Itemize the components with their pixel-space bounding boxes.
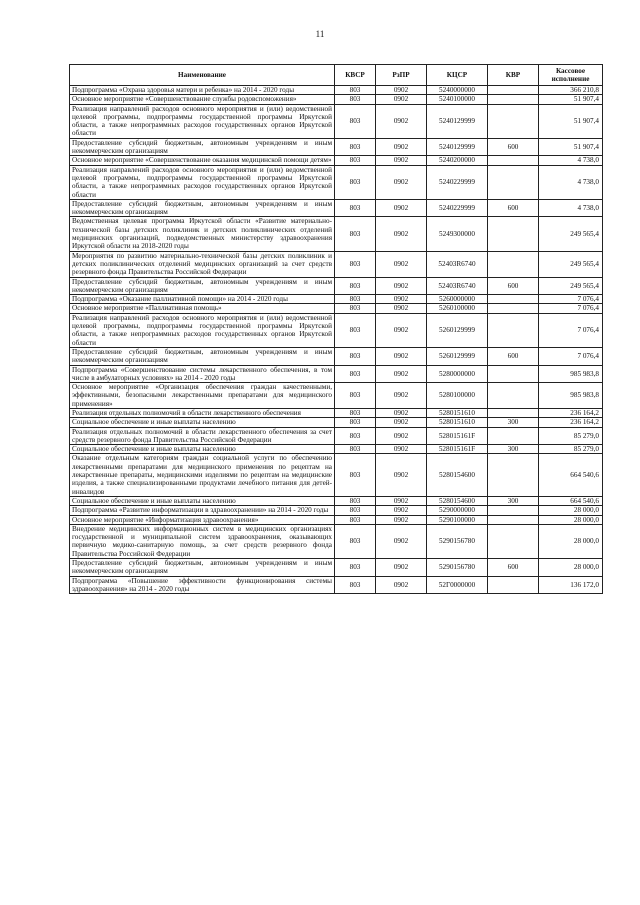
row-name: Реализация направлений расходов основного мероприятия и (или) ведомственной целевой программы, подпрограммы государственной программы Иркутской области, а также непрограммных расходов государственных органов Иркутской области: [70, 165, 335, 199]
row-kvsr: 803: [335, 383, 376, 409]
row-rzpr: 0902: [376, 251, 427, 277]
table-row: [70, 418, 603, 427]
row-amount: 664 540,6: [539, 496, 603, 505]
row-amount: 664 540,6: [539, 454, 603, 496]
table-row: [70, 295, 603, 304]
row-rzpr: 0902: [376, 418, 427, 427]
table-row: [70, 454, 603, 496]
table-row: [70, 156, 603, 165]
row-amount: 249 565,4: [539, 277, 603, 295]
row-name: Подпрограмма «Совершенствование системы лекарственного обеспечения, в том числе в амбулаторных условиях» на 2014 - 2020 годы: [70, 365, 335, 383]
table-row: [70, 365, 603, 383]
table-row: [70, 165, 603, 199]
row-kcsr: 5260100000: [427, 304, 488, 313]
row-kcsr: 5240200000: [427, 156, 488, 165]
row-amount: 249 565,4: [539, 217, 603, 251]
row-rzpr: 0902: [376, 506, 427, 515]
table-row: [70, 95, 603, 104]
row-rzpr: 0902: [376, 104, 427, 138]
row-amount: 236 164,2: [539, 418, 603, 427]
row-name: Ведомственная целевая программа Иркутской области «Развитие материально-технической базы детских поликлиник и детских поликлинических отделений медицинских организаций, подведомственных министерству здравоохранения Иркутской области на 2018-2020 годы: [70, 217, 335, 251]
row-kvr: [488, 251, 539, 277]
row-kvsr: 803: [335, 408, 376, 417]
row-kvsr: 803: [335, 104, 376, 138]
row-kcsr: 52403R6740: [427, 277, 488, 295]
row-kvr: 600: [488, 559, 539, 577]
row-rzpr: 0902: [376, 427, 427, 445]
row-rzpr: 0902: [376, 496, 427, 505]
row-kvsr: 803: [335, 156, 376, 165]
row-kcsr: 5240229999: [427, 165, 488, 199]
row-kcsr: 5249300000: [427, 217, 488, 251]
row-name: Внедрение медицинских информационных систем в медицинских организациях государственной и муниципальной систем здравоохранения, оказывающих первичную медико-санитарную помощь, за счет средств резервного фонда Правительства Российской Федерации: [70, 524, 335, 558]
row-kvr: [488, 86, 539, 95]
row-kvr: 600: [488, 347, 539, 365]
row-kvr: [488, 383, 539, 409]
row-amount: 7 076,4: [539, 313, 603, 347]
row-kcsr: 5280154600: [427, 454, 488, 496]
row-amount: 985 983,8: [539, 365, 603, 383]
row-amount: 51 907,4: [539, 138, 603, 156]
col-header-kcsr: КЦСР: [427, 65, 488, 86]
row-name: Основное мероприятие «Информатизация здравоохранения»: [70, 515, 335, 524]
col-header-kvsr: КВСР: [335, 65, 376, 86]
row-rzpr: 0902: [376, 524, 427, 558]
row-amount: 7 076,4: [539, 347, 603, 365]
row-rzpr: 0902: [376, 408, 427, 417]
row-kvsr: 803: [335, 313, 376, 347]
row-rzpr: 0902: [376, 95, 427, 104]
row-rzpr: 0902: [376, 365, 427, 383]
row-name: Предоставление субсидий бюджетным, автономным учреждениям и иным некоммерческим организациям: [70, 347, 335, 365]
row-kvsr: 803: [335, 138, 376, 156]
row-kvr: [488, 506, 539, 515]
row-kcsr: 5290100000: [427, 515, 488, 524]
table-row: [70, 515, 603, 524]
row-kcsr: 5290156780: [427, 524, 488, 558]
row-name: Оказание отдельным категориям граждан социальной услуги по обеспечению лекарственными препаратами для медицинского применения по рецептам на лекарственные препараты, медицинскими изделиями по рецептам на медицинские изделия, а также специализированными продуктами лечебного питания для детей-инвалидов: [70, 454, 335, 496]
row-kvsr: 803: [335, 515, 376, 524]
row-name: Социальное обеспечение и иные выплаты населению: [70, 496, 335, 505]
row-amount: 28 000,0: [539, 515, 603, 524]
row-kvr: [488, 365, 539, 383]
row-amount: 249 565,4: [539, 251, 603, 277]
row-kcsr: 5290156780: [427, 559, 488, 577]
table-row: [70, 427, 603, 445]
row-kvr: [488, 427, 539, 445]
row-name: Реализация направлений расходов основного мероприятия и (или) ведомственной целевой программы, подпрограммы государственной программы Иркутской области, а также непрограммных расходов государственных органов Иркутской области: [70, 104, 335, 138]
row-rzpr: 0902: [376, 515, 427, 524]
row-name: Основное мероприятие «Паллиативная помощь»: [70, 304, 335, 313]
row-kvsr: 803: [335, 347, 376, 365]
row-kvsr: 803: [335, 165, 376, 199]
row-kvr: [488, 576, 539, 594]
row-kcsr: 52Г0000000: [427, 576, 488, 594]
row-rzpr: 0902: [376, 576, 427, 594]
row-kcsr: 5280000000: [427, 365, 488, 383]
row-rzpr: 0902: [376, 138, 427, 156]
table-row: [70, 86, 603, 95]
row-kcsr: 5260129999: [427, 347, 488, 365]
row-rzpr: 0902: [376, 165, 427, 199]
row-kvr: [488, 524, 539, 558]
row-rzpr: 0902: [376, 445, 427, 454]
row-kcsr: 5280151610: [427, 418, 488, 427]
row-kvr: 600: [488, 199, 539, 217]
row-amount: 51 907,4: [539, 104, 603, 138]
row-kvr: [488, 165, 539, 199]
row-kvsr: 803: [335, 304, 376, 313]
row-rzpr: 0902: [376, 199, 427, 217]
table-row: [70, 104, 603, 138]
row-kcsr: 528015161F: [427, 445, 488, 454]
row-kvsr: 803: [335, 277, 376, 295]
row-kcsr: 5240129999: [427, 104, 488, 138]
table-row: [70, 304, 603, 313]
row-amount: 4 738,0: [539, 156, 603, 165]
row-amount: 236 164,2: [539, 408, 603, 417]
row-rzpr: 0902: [376, 277, 427, 295]
row-kcsr: 5240000000: [427, 86, 488, 95]
row-kcsr: 5280151610: [427, 408, 488, 417]
row-amount: 366 210,8: [539, 86, 603, 95]
row-kcsr: 5290000000: [427, 506, 488, 515]
row-kvsr: 803: [335, 496, 376, 505]
row-kvr: [488, 408, 539, 417]
row-kvsr: 803: [335, 251, 376, 277]
table-row: [70, 506, 603, 515]
row-kvr: 300: [488, 418, 539, 427]
row-kvr: [488, 454, 539, 496]
col-header-name: Наименование: [70, 65, 335, 86]
row-rzpr: 0902: [376, 313, 427, 347]
row-kcsr: 528015161F: [427, 427, 488, 445]
header-row: [70, 65, 603, 86]
table-row: [70, 251, 603, 277]
row-name: Основное мероприятие «Организация обеспечения граждан качественными, эффективными, безопасными лекарственными препаратами для медицинского применения»: [70, 383, 335, 409]
row-kcsr: 52403R6740: [427, 251, 488, 277]
row-amount: 4 738,0: [539, 199, 603, 217]
row-rzpr: 0902: [376, 217, 427, 251]
row-amount: 51 907,4: [539, 95, 603, 104]
row-name: Предоставление субсидий бюджетным, автономным учреждениям и иным некоммерческим организациям: [70, 138, 335, 156]
row-amount: 985 983,8: [539, 383, 603, 409]
row-kcsr: 5260000000: [427, 295, 488, 304]
row-kvr: [488, 515, 539, 524]
row-rzpr: 0902: [376, 559, 427, 577]
row-amount: 7 076,4: [539, 304, 603, 313]
row-rzpr: 0902: [376, 295, 427, 304]
row-rzpr: 0902: [376, 156, 427, 165]
row-kcsr: 5260129999: [427, 313, 488, 347]
table-row: [70, 445, 603, 454]
row-name: Предоставление субсидий бюджетным, автономным учреждениям и иным некоммерческим организациям: [70, 199, 335, 217]
row-kcsr: 5240100000: [427, 95, 488, 104]
row-name: Реализация отдельных полномочий в области лекарственного обеспечения: [70, 408, 335, 417]
row-rzpr: 0902: [376, 304, 427, 313]
row-name: Социальное обеспечение и иные выплаты населению: [70, 418, 335, 427]
table-row: [70, 199, 603, 217]
row-name: Предоставление субсидий бюджетным, автономным учреждениям и иным некоммерческим организациям: [70, 559, 335, 577]
row-name: Мероприятия по развитию материально-технической базы детских поликлиник и детских поликлинических отделений медицинских организаций за счет средств резервного фонда Правительства Российской Федерации: [70, 251, 335, 277]
row-kvsr: 803: [335, 295, 376, 304]
row-kvsr: 803: [335, 86, 376, 95]
row-rzpr: 0902: [376, 347, 427, 365]
table-row: [70, 408, 603, 417]
row-kcsr: 5280154600: [427, 496, 488, 505]
row-kvr: 600: [488, 138, 539, 156]
row-amount: 4 738,0: [539, 165, 603, 199]
row-kvr: [488, 313, 539, 347]
row-rzpr: 0902: [376, 454, 427, 496]
row-kvr: 600: [488, 277, 539, 295]
col-header-rzpr: РзПР: [376, 65, 427, 86]
row-kvr: [488, 156, 539, 165]
table-row: [70, 559, 603, 577]
row-kvsr: 803: [335, 524, 376, 558]
table-row: [70, 383, 603, 409]
row-rzpr: 0902: [376, 86, 427, 95]
budget-table: [69, 64, 603, 594]
row-name: Социальное обеспечение и иные выплаты населению: [70, 445, 335, 454]
row-kvr: 300: [488, 445, 539, 454]
row-kcsr: 5240129999: [427, 138, 488, 156]
row-kvr: [488, 104, 539, 138]
row-kvsr: 803: [335, 576, 376, 594]
table-row: [70, 496, 603, 505]
row-kvr: [488, 295, 539, 304]
row-kcsr: 5240229999: [427, 199, 488, 217]
table-row: [70, 524, 603, 558]
row-rzpr: 0902: [376, 383, 427, 409]
page-number: 11: [315, 29, 325, 39]
row-kvsr: 803: [335, 454, 376, 496]
row-kvr: 300: [488, 496, 539, 505]
row-name: Реализация отдельных полномочий в области лекарственного обеспечения за счет средств резервного фонда Правительства Российской Федерации: [70, 427, 335, 445]
row-name: Основное мероприятие «Совершенствование службы родовспоможения»: [70, 95, 335, 104]
row-name: Предоставление субсидий бюджетным, автономным учреждениям и иным некоммерческим организациям: [70, 277, 335, 295]
col-header-amount: Кассовое исполнение: [539, 65, 603, 86]
row-kvr: [488, 217, 539, 251]
table-row: [70, 138, 603, 156]
row-name: Подпрограмма «Развитие информатизации в здравоохранении» на 2014 - 2020 годы: [70, 506, 335, 515]
row-amount: 7 076,4: [539, 295, 603, 304]
col-header-kvr: КВР: [488, 65, 539, 86]
table-row: [70, 576, 603, 594]
row-name: Подпрограмма «Охрана здоровья матери и ребенка» на 2014 - 2020 годы: [70, 86, 335, 95]
row-kcsr: 5280100000: [427, 383, 488, 409]
row-kvsr: 803: [335, 199, 376, 217]
row-kvsr: 803: [335, 427, 376, 445]
row-kvr: [488, 95, 539, 104]
row-kvsr: 803: [335, 445, 376, 454]
table-row: [70, 313, 603, 347]
row-amount: 28 000,0: [539, 506, 603, 515]
row-kvsr: 803: [335, 95, 376, 104]
table-row: [70, 277, 603, 295]
table-row: [70, 347, 603, 365]
row-name: Реализация направлений расходов основного мероприятия и (или) ведомственной целевой программы, подпрограммы государственной программы Иркутской области, а также непрограммных расходов государственных органов Иркутской области: [70, 313, 335, 347]
row-kvsr: 803: [335, 559, 376, 577]
row-name: Основное мероприятие «Совершенствование оказания медицинской помощи детям»: [70, 156, 335, 165]
row-amount: 85 279,0: [539, 427, 603, 445]
row-amount: 136 172,0: [539, 576, 603, 594]
row-kvsr: 803: [335, 217, 376, 251]
row-name: Подпрограмма «Оказание паллиативной помощи» на 2014 - 2020 годы: [70, 295, 335, 304]
row-name: Подпрограмма «Повышение эффективности функционирования системы здравоохранения» на 2014 - 2020 годы: [70, 576, 335, 594]
row-amount: 85 279,0: [539, 445, 603, 454]
row-amount: 28 000,0: [539, 524, 603, 558]
row-kvsr: 803: [335, 418, 376, 427]
row-kvsr: 803: [335, 506, 376, 515]
table-row: [70, 217, 603, 251]
row-kvr: [488, 304, 539, 313]
row-amount: 28 000,0: [539, 559, 603, 577]
row-kvsr: 803: [335, 365, 376, 383]
